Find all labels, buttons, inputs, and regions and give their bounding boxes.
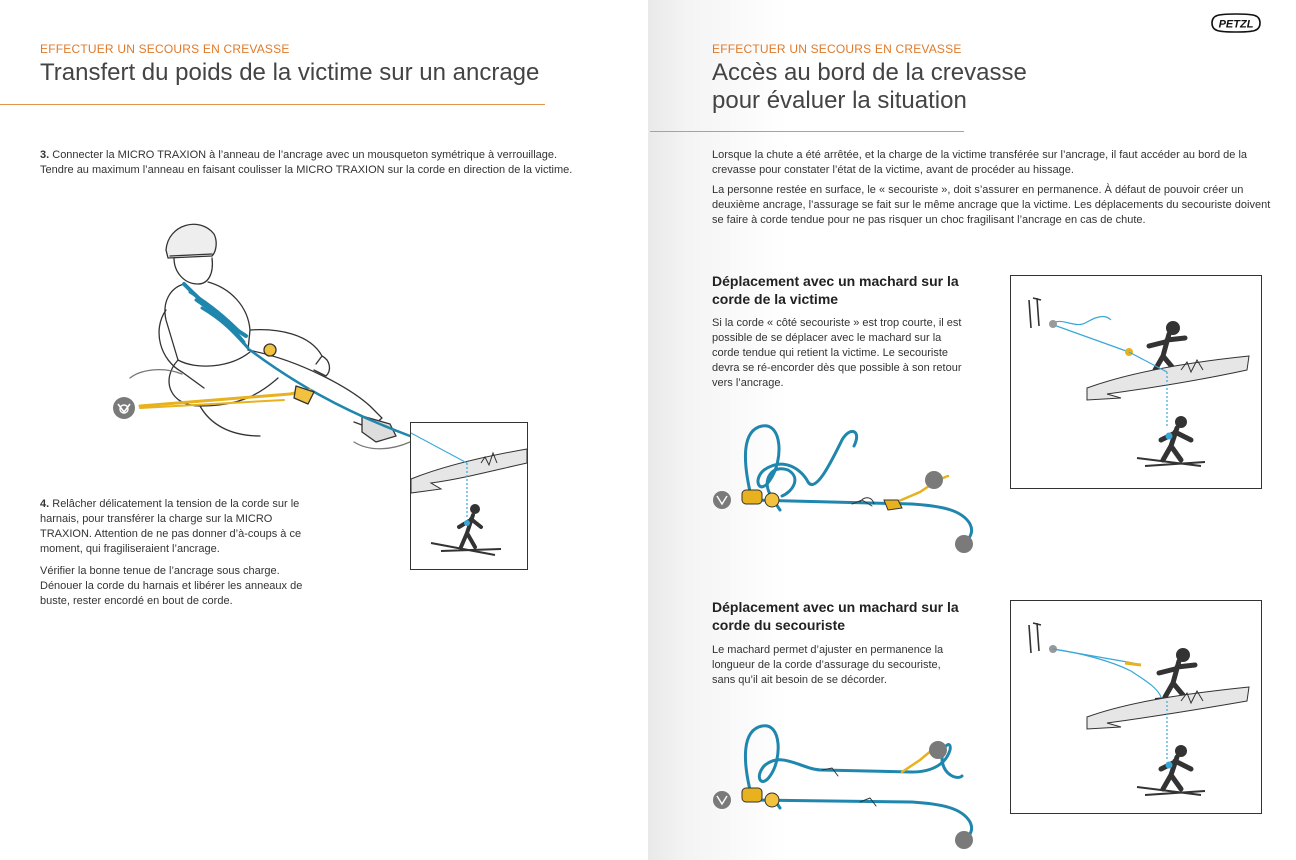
- petzl-logo: [1210, 12, 1262, 34]
- right-title-line-1: Accès au bord de la crevasse: [712, 59, 1027, 86]
- scene-2-diagram: [1011, 601, 1261, 813]
- scene-2-frame: [1010, 600, 1262, 814]
- intro-paragraph-2: La personne restée en surface, le « secouriste », doit s’assurer en permanence. À défaut de pouvoir créer un deuxième ancrage, l’assurage se fait sur le même ancrage que la victime. Les déplacements du secouriste doivent se faire à corde tendue pour ne pas risquer un choc fragilisant l’ancrage en cas de chute.: [712, 184, 1271, 226]
- rescuer-rope-machard-diagram: [712, 720, 1002, 860]
- victim-diagram-frame: [410, 422, 528, 570]
- intro-paragraph-1: Lorsque la chute a été arrêtée, et la charge de la victime transférée sur l’ancrage, il faut accéder au bord de la crevasse pour constater l’état de la victime, avant de procéder au hissage.: [712, 149, 1248, 176]
- anchor-icon: [113, 397, 135, 419]
- svg-text:PETZL: PETZL: [1218, 18, 1254, 31]
- section-2-title: Déplacement avec un machard sur la corde du secouriste: [712, 599, 959, 633]
- section-1-title: Déplacement avec un machard sur la corde de la victime: [712, 273, 959, 307]
- victim-icon: [955, 831, 973, 849]
- right-page: [648, 0, 1296, 860]
- step-3-number: 3.: [40, 149, 50, 161]
- scene-1-frame: [1010, 275, 1262, 489]
- step-4-text: Relâcher délicatement la tension de la corde sur le harnais, pour transférer la charge sur la MICRO TRAXION. Attention de ne pas donner d’à-coups à ce moment, qui fragiliseraient l’ancrage.: [40, 498, 302, 555]
- right-title-rule: [650, 131, 964, 132]
- anchor-icon: [713, 491, 731, 509]
- step-4-paragraph: [40, 497, 312, 557]
- right-kicker: EFFECTUER UN SECOURS EN CREVASSE: [712, 42, 962, 56]
- scene-1-diagram: [1011, 276, 1261, 488]
- rescuer-icon: [929, 741, 947, 759]
- victim-hanging-diagram: [411, 423, 527, 569]
- step-4-number: 4.: [40, 498, 50, 510]
- left-page-title: Transfert du poids de la victime sur un ancrage: [40, 59, 540, 86]
- rescuer-icon: [925, 471, 943, 489]
- left-kicker: EFFECTUER UN SECOURS EN CREVASSE: [40, 42, 290, 56]
- section-1-text: Si la corde « côté secouriste » est trop courte, il est possible de se déplacer avec le machard sur la corde tendue qui retient la victime. Le secouriste devra se ré-encorder dès que possible à son retour vers l’ancrage.: [712, 317, 962, 389]
- victim-icon: [955, 535, 973, 553]
- anchor-icon: [713, 791, 731, 809]
- rescuer-traxion-illustration: [100, 210, 420, 460]
- left-title-rule: [0, 104, 545, 105]
- right-title-line-2: pour évaluer la situation: [712, 87, 967, 114]
- right-page-title: [712, 59, 1212, 115]
- step-4-note: Vérifier la bonne tenue de l’ancrage sous charge. Dénouer la corde du harnais et libérer les anneaux de buste, rester encordé en bout de corde.: [40, 565, 303, 607]
- step-3-text: Connecter la MICRO TRAXION à l’anneau de l’ancrage avec un mousqueton symétrique à verrouillage. Tendre au maximum l’anneau en faisant coulisser la MICRO TRAXION sur la corde en direction de la victime.: [40, 149, 573, 176]
- victim-rope-machard-diagram: [712, 420, 1002, 560]
- section-2-text: Le machard permet d’ajuster en permanence la longueur de la corde d’assurage du secouriste, sans qu’il ait besoin de se décorder.: [712, 644, 944, 686]
- step-3-paragraph: [40, 148, 588, 178]
